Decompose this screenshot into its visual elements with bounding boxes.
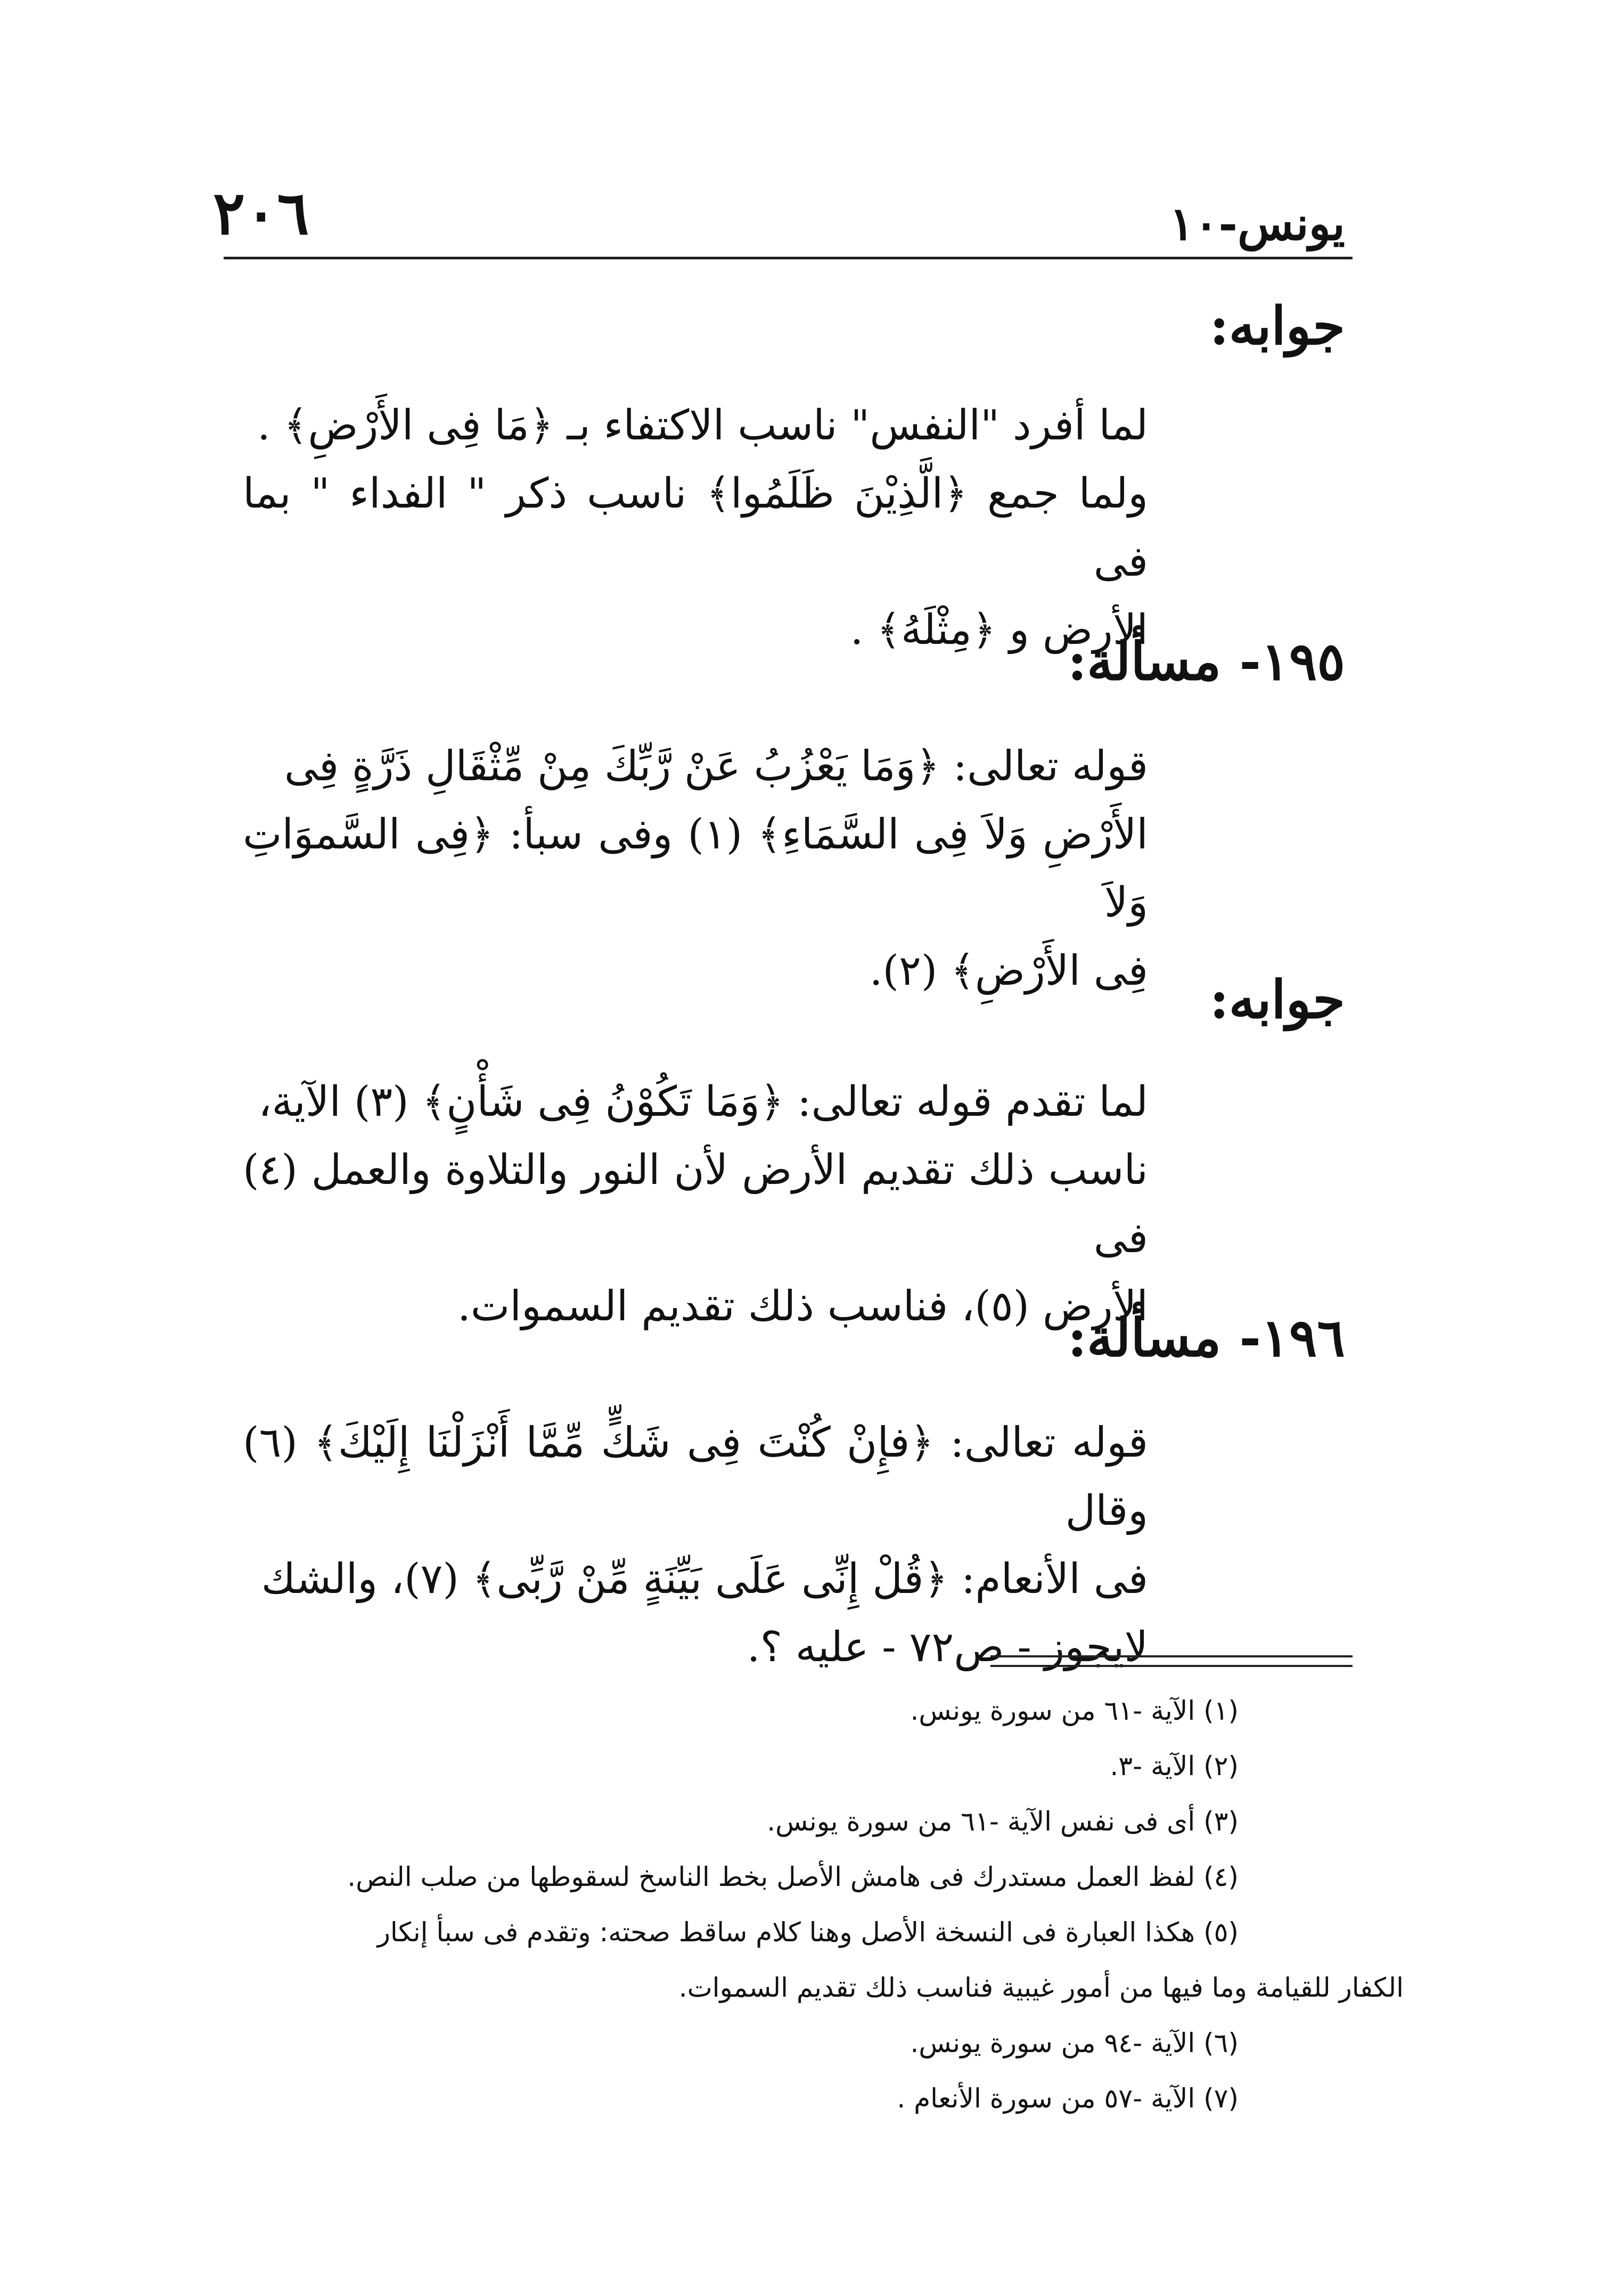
text-line: لما أفرد "النفس" ناسب الاكتفاء بـ ﴿مَا فِى الأَرْضِ﴾ . — [257, 402, 1148, 450]
text-line: الأَرْضِ وَلاَ فِى السَّمَاءِ﴾ (١) وفى سبأ: ﴿فِى السَّموَاتِ وَلاَ — [243, 811, 1148, 927]
text-line: فِى الأَرْضِ﴾ (٢). — [869, 947, 1148, 995]
footnote: (٦) الآية -٩٤ من سورة يونس. — [910, 2028, 1239, 2058]
header-rule — [224, 257, 1353, 259]
text-line: ناسب ذلك تقديم الأرض لأن النور والتلاوة والعمل (٤) فى — [243, 1146, 1148, 1262]
footnotes — [200, 1683, 1404, 2126]
section-heading: جوابه: — [1209, 296, 1345, 357]
text-line: قوله تعالى: ﴿وَمَا يَعْزُبُ عَنْ رَّبِّكَ مِنْ مِّثْقَالِ ذَرَّةٍ فِى — [284, 742, 1148, 790]
text-line: ولما جمع ﴿الَّذِيْنَ ظَلَمُوا﴾ ناسب ذكر " الفداء " بما فى — [243, 470, 1148, 586]
running-head: يونس-١٠ — [1169, 197, 1345, 251]
section-heading: ١٩٥- مسألة: — [1067, 631, 1345, 692]
footnote: (٧) الآية -٥٧ من سورة الأنعام . — [897, 2083, 1239, 2114]
footnote-continuation: الكفار للقيامة وما فيها من أمور غيبية فناسب ذلك تقديم السموات. — [678, 1972, 1404, 2003]
footnote: (٥) هكذا العبارة فى النسخة الأصل وهنا كلام ساقط صحته: وتقدم فى سبأ إنكار — [377, 1917, 1239, 1948]
footnote: (٣) أى فى نفس الآية -٦١ من سورة يونس. — [767, 1806, 1239, 1837]
paragraph — [243, 1409, 1148, 1681]
text-line: فى الأنعام: ﴿قُلْ إِنِّى عَلَى بَيِّنَةٍ مِّنْ رَّبِّى﴾ (٧)، والشك — [261, 1555, 1148, 1603]
footnote: (٤) لفظ العمل مستدرك فى هامش الأصل بخط الناسخ لسقوطها من صلب النص. — [347, 1861, 1239, 1892]
paragraph — [243, 732, 1148, 1005]
footnote-rule — [990, 1655, 1353, 1667]
section-heading: جوابه: — [1209, 969, 1345, 1031]
text-line: لما تقدم قوله تعالى: ﴿وَمَا تَكُوْنُ فِى شَأْنٍ﴾ (٣) الآية، — [258, 1078, 1148, 1126]
text-line: الأرض (٥)، فناسب ذلك تقديم السموات. — [457, 1282, 1148, 1330]
text-line: لايجوز - ص٧٢ - عليه ؟. — [747, 1623, 1148, 1671]
footnote: (٢) الآية -٣. — [1110, 1751, 1239, 1782]
text-line: الأرض و ﴿مِثْلَهُ﴾ . — [850, 606, 1148, 654]
footnote: (١) الآية -٦١ من سورة يونس. — [910, 1695, 1239, 1726]
paragraph — [243, 391, 1148, 664]
text-line: قوله تعالى: ﴿فإِنْ كُنْتَ فِى شَكٍّ مِّمَّا أَنْزَلْنَا إِلَيْكَ﴾ (٦) وقال — [243, 1419, 1148, 1535]
section-heading: ١٩٦- مسألة: — [1067, 1308, 1345, 1369]
page-number: ٢٠٦ — [213, 178, 309, 248]
paragraph — [243, 1068, 1148, 1341]
